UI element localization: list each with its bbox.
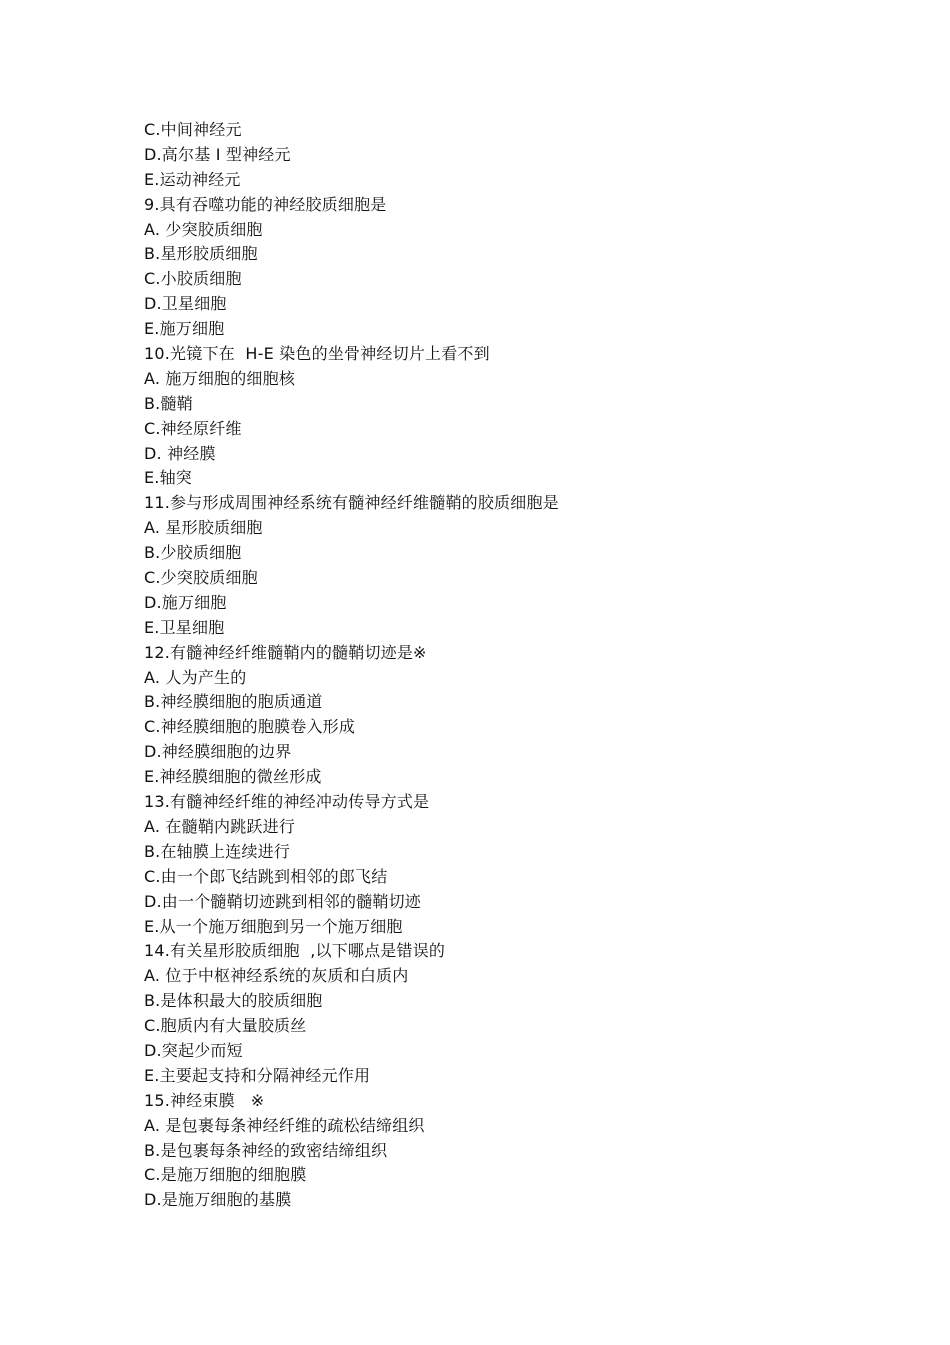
q13-option-a: A. 在髓鞘内跳跃进行 (144, 816, 296, 836)
q10-option-c: C.神经原纤维 (144, 418, 242, 438)
q14-option-a: A. 位于中枢神经系统的灰质和白质内 (144, 966, 409, 986)
question-12: 12.有髓神经纤维髓鞘内的髓鞘切迹是※ (144, 642, 427, 662)
q15-option-d: D.是施万细胞的基膜 (144, 1190, 292, 1210)
q12-option-a: A. 人为产生的 (144, 667, 247, 687)
q9-option-a: A. 少突胶质细胞 (144, 219, 263, 239)
q14-option-e: E.主要起支持和分隔神经元作用 (144, 1065, 371, 1085)
q9-option-d: D.卫星细胞 (144, 294, 227, 314)
q9-option-e: E.施万细胞 (144, 319, 225, 339)
document-body (144, 118, 904, 1213)
q9-option-c: C.小胶质细胞 (144, 269, 242, 289)
q10-option-e: E.轴突 (144, 468, 192, 488)
q10-option-a: A. 施万细胞的细胞核 (144, 368, 296, 388)
q13-option-b: B.在轴膜上连续进行 (144, 841, 291, 861)
q14-option-b: B.是体积最大的胶质细胞 (144, 991, 323, 1011)
q12-option-c: C.神经膜细胞的胞膜卷入形成 (144, 717, 356, 737)
q9-option-b: B.星形胶质细胞 (144, 244, 258, 264)
q10-option-d: D. 神经膜 (144, 443, 216, 463)
q11-option-d: D.施万细胞 (144, 592, 227, 612)
question-14: 14.有关星形胶质细胞 ,以下哪点是错误的 (144, 941, 446, 961)
question-11: 11.参与形成周围神经系统有髓神经纤维髓鞘的胶质细胞是 (144, 493, 559, 513)
question-9: 9.具有吞噬功能的神经胶质细胞是 (144, 194, 387, 214)
option-e-motor-neuron: E.运动神经元 (144, 169, 241, 189)
q10-option-b: B.髓鞘 (144, 393, 193, 413)
question-13: 13.有髓神经纤维的神经冲动传导方式是 (144, 792, 430, 812)
q11-option-a: A. 星形胶质细胞 (144, 518, 263, 538)
question-10: 10.光镜下在 H-E 染色的坐骨神经切片上看不到 (144, 344, 490, 364)
q12-option-d: D.神经膜细胞的边界 (144, 742, 292, 762)
q14-option-c: C.胞质内有大量胶质丝 (144, 1016, 307, 1036)
q13-option-e: E.从一个施万细胞到另一个施万细胞 (144, 916, 403, 936)
q11-option-b: B.少胶质细胞 (144, 543, 242, 563)
q13-option-c: C.由一个郎飞结跳到相邻的郎飞结 (144, 866, 388, 886)
q15-option-b: B.是包裹每条神经的致密结缔组织 (144, 1140, 388, 1160)
q12-option-e: E.神经膜细胞的微丝形成 (144, 767, 322, 787)
q12-option-b: B.神经膜细胞的胞质通道 (144, 692, 323, 712)
q15-option-a: A. 是包裹每条神经纤维的疏松结缔组织 (144, 1115, 425, 1135)
q15-option-c: C.是施万细胞的细胞膜 (144, 1165, 307, 1185)
option-c-interneuron: C.中间神经元 (144, 120, 242, 139)
question-15: 15.神经束膜 ※ (144, 1090, 265, 1110)
option-d-golgi-type-1: D.高尔基 Ⅰ 型神经元 (144, 144, 291, 164)
q14-option-d: D.突起少而短 (144, 1040, 243, 1060)
q11-option-e: E.卫星细胞 (144, 617, 225, 637)
q11-option-c: C.少突胶质细胞 (144, 568, 258, 588)
q13-option-d: D.由一个髓鞘切迹跳到相邻的髓鞘切迹 (144, 891, 422, 911)
